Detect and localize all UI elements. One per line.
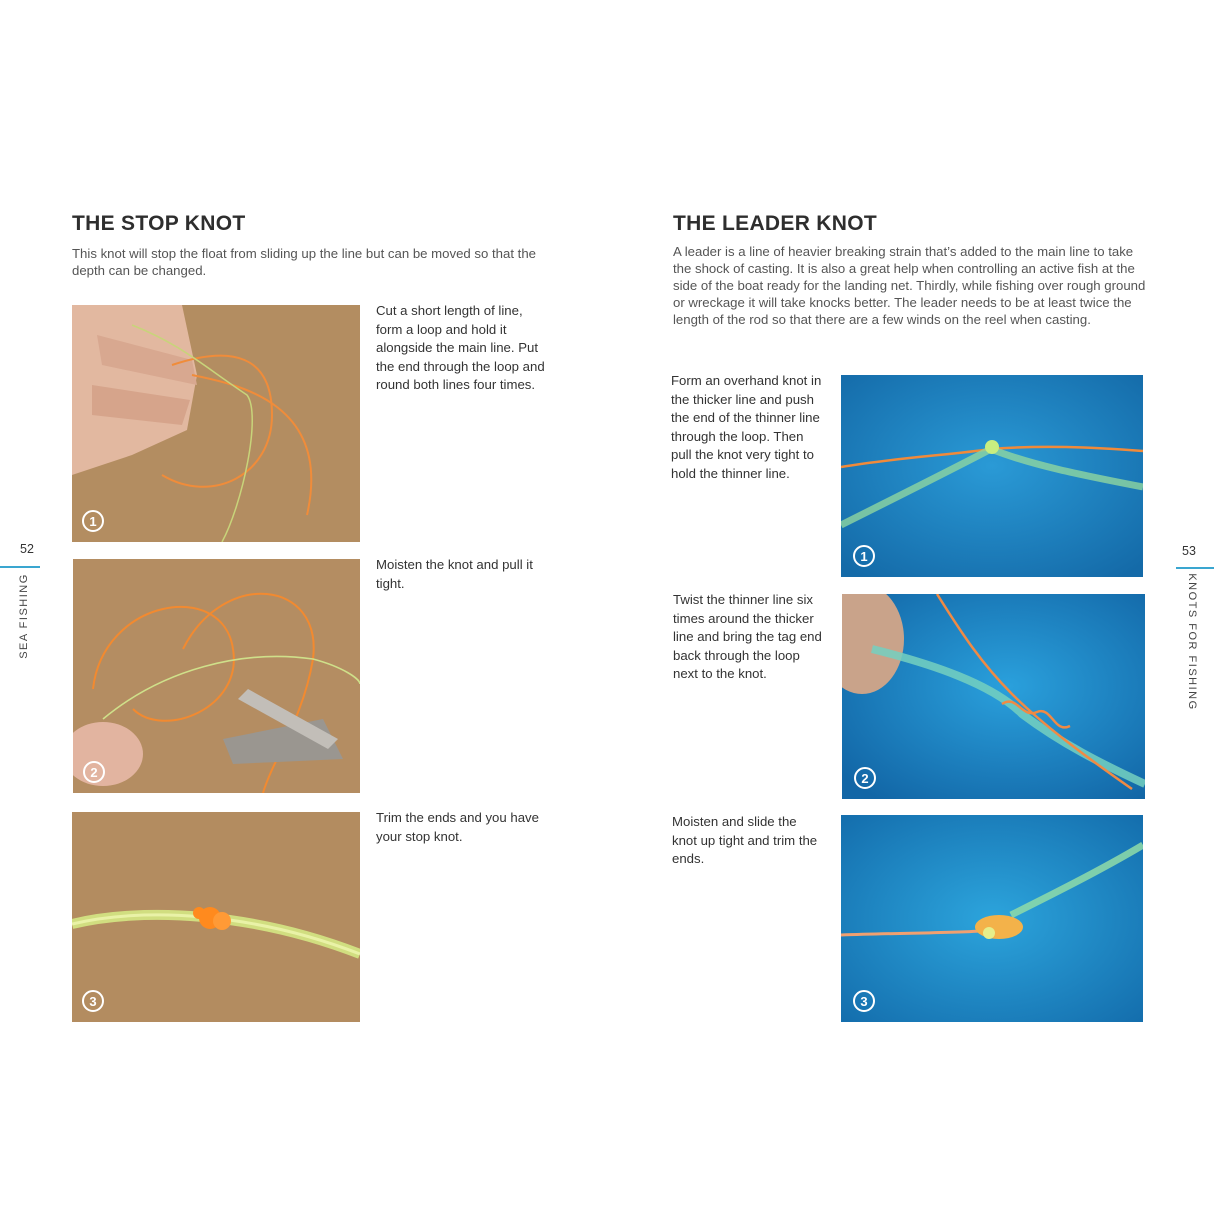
leader-knot-photo-3 — [841, 815, 1143, 1022]
leader-knot-step-1-text: Form an overhand knot in the thicker line and push the end of the thinner line through the loop. Then pull the knot very tight to hold the thinner line. — [671, 373, 822, 481]
stop-knot-intro: This knot will stop the float from sliding up the line but can be moved so that the depth can be changed. — [72, 246, 537, 278]
left-running-head: SEA FISHING — [18, 573, 30, 659]
right-page-number: 53 — [1182, 544, 1196, 558]
right-running-head: KNOTS FOR FISHING — [1186, 573, 1198, 711]
stop-knot-step-1-text: Cut a short length of line, form a loop and hold it alongside the main line. Put the end through the loop and round both lines four times. — [376, 303, 545, 392]
leader-knot-title: THE LEADER KNOT — [673, 212, 877, 235]
step-badge-3: 3 — [853, 990, 875, 1012]
leader-knot-intro: A leader is a line of heavier breaking strain that’s added to the main line to take the shock of casting. It is also a great help when controlling an active fish at the side of the boat ready for the landing net. Thirdly, while fishing over rough ground or wreckage it will take knocks better. The leader needs to be at least twice the length of the rod so that there are a few winds on the reel when casting. — [673, 244, 1146, 327]
stop-knot-photo-2 — [73, 559, 360, 793]
step-badge-2: 2 — [83, 761, 105, 783]
left-page-number: 52 — [20, 542, 34, 556]
leader-knot-step-3-text: Moisten and slide the knot up tight and trim the ends. — [672, 814, 818, 866]
stop-knot-step-3-text: Trim the ends and you have your stop knot. — [376, 810, 539, 844]
stop-knot-photo-1 — [72, 305, 360, 542]
step-badge-2: 2 — [854, 767, 876, 789]
leader-knot-photo-2 — [842, 594, 1145, 799]
left-accent-line — [0, 566, 40, 568]
step-badge-3: 3 — [82, 990, 104, 1012]
step-badge-1: 1 — [82, 510, 104, 532]
leader-knot-photo-1 — [841, 375, 1143, 577]
leader-knot-step-2-text: Twist the thinner line six times around the thicker line and bring the tag end back through the loop next to the knot. — [673, 592, 822, 681]
step-badge-1: 1 — [853, 545, 875, 567]
stop-knot-title: THE STOP KNOT — [72, 212, 246, 235]
stop-knot-step-2-text: Moisten the knot and pull it tight. — [376, 557, 533, 591]
stop-knot-photo-3 — [72, 812, 360, 1022]
right-accent-line — [1176, 567, 1214, 569]
